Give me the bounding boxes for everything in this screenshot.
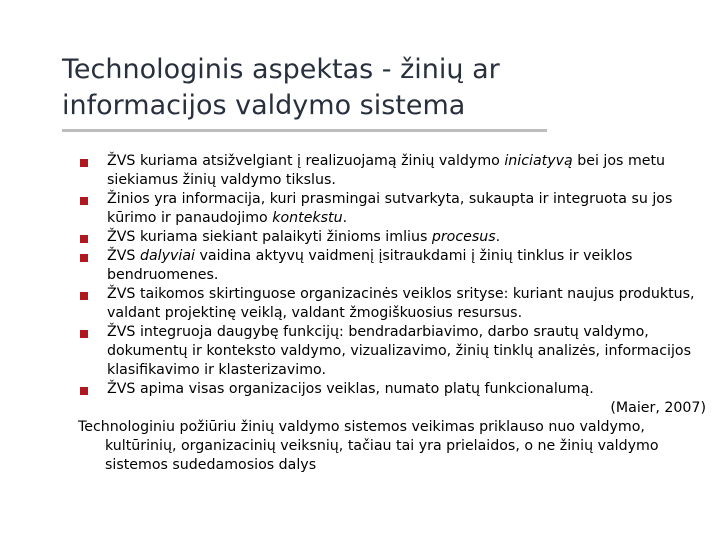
bullet-item-kontekstas [80, 190, 706, 228]
square-bullet-icon [80, 159, 88, 167]
bullet-text: ŽVS integruoja daugybę funkcijų: bendradarbiavimo, darbo srautų valdymo, dokumentų ir konteksto valdymo, vizualizavimo, žinių tinklų analizės, informacijos klasifikavimo ir klasterizavimo. [107, 324, 691, 378]
square-bullet-icon [80, 235, 88, 243]
square-bullet-icon [80, 254, 88, 262]
bullet-text-before: ŽVS [107, 248, 140, 264]
bullet-text-emphasis: kontekstu [272, 210, 343, 226]
square-bullet-icon [80, 197, 88, 205]
bullet-list [80, 152, 706, 399]
square-bullet-icon [80, 330, 88, 338]
bullet-text-after: bei jos metu siekiamus žinių valdymo tikslus. [107, 153, 666, 188]
bullet-item-funkcionalumas [80, 380, 706, 399]
bullet-text-after: . [495, 229, 501, 245]
closing-paragraph: Technologiniu požiūriu žinių valdymo sistemos veikimas priklauso nuo valdymo, kultūrinių, organizacinių veiksnių, tačiau tai yra prielaidos, o ne žinių valdymo sistemos sudedamosios dalys [78, 419, 659, 473]
slide-body [80, 152, 706, 475]
bullet-item-sritys [80, 285, 706, 323]
square-bullet-icon [80, 292, 88, 300]
slide-title: Technologinis aspektas - žinių ar informacijos valdymo sistema [62, 54, 500, 121]
bullet-text: ŽVS taikomos skirtinguose organizacinės veiklos srityse: kuriant naujus produktus, valdant projektinę veiklą, valdant žmogiškuosius resursus. [107, 286, 695, 321]
bullet-item-dalyviai [80, 247, 706, 285]
bullet-text: ŽVS apima visas organizacijos veiklas, numato platų funkcionalumą. [107, 381, 594, 397]
bullet-item-iniciatyva [80, 152, 706, 190]
bullet-text-before: ŽVS kuriama atsižvelgiant į realizuojamą žinių valdymo [107, 153, 505, 169]
bullet-text-before: ŽVS kuriama siekiant palaikyti žinioms imlius [107, 229, 432, 245]
bullet-text-after: vaidina aktyvų vaidmenį įsitraukdami į žinių tinklus ir veiklos bendruomenes. [107, 248, 633, 283]
bullet-text-before: Žinios yra informacija, kuri prasmingai sutvarkyta, sukaupta ir integruota su jos kūrimo ir panaudojimo [107, 191, 673, 226]
bullet-item-funkcijos [80, 323, 706, 380]
title-divider [62, 129, 547, 132]
bullet-text-emphasis: dalyviai [139, 248, 195, 264]
bullet-text-emphasis: iniciatyvą [504, 153, 573, 169]
bullet-item-procesai [80, 228, 706, 247]
bullet-text-emphasis: procesus [431, 229, 496, 245]
square-bullet-icon [80, 387, 88, 395]
bullet-text-after: . [342, 210, 348, 226]
citation: (Maier, 2007) [610, 400, 706, 416]
